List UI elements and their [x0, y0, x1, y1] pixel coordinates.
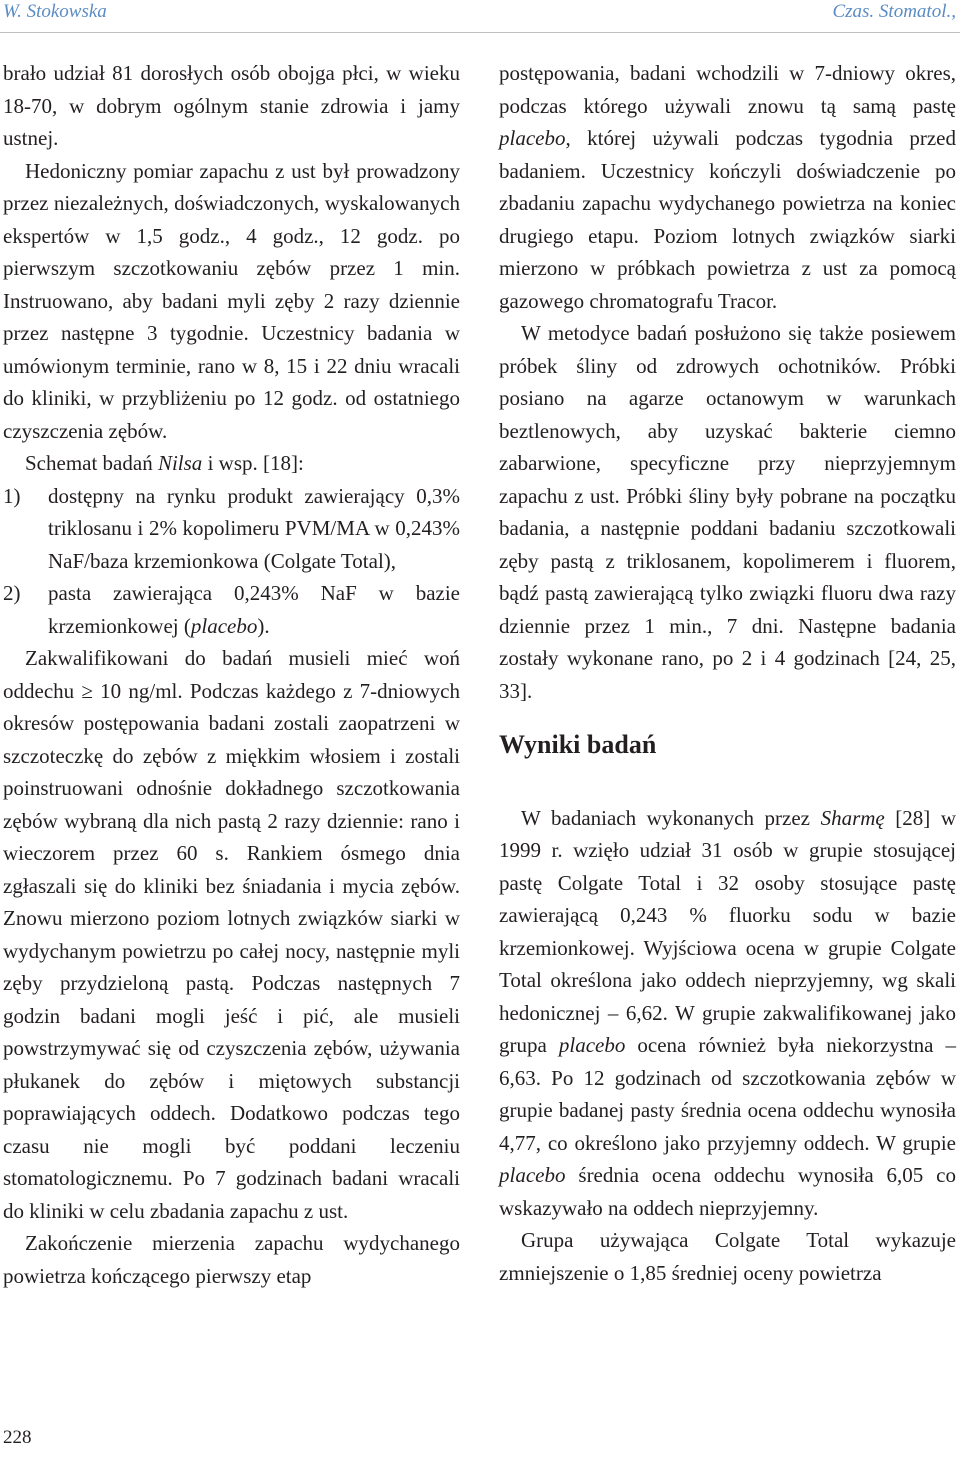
paragraph — [499, 57, 956, 317]
paragraph: brało udział 81 dorosłych osób obojga płci, w wieku 18-70, w dobrym ogólnym stanie zdrowia i jamy ustnej. — [3, 61, 460, 150]
list-text: ). — [257, 613, 270, 638]
list-text: pasta zawierająca 0,243% NaF w bazie krzemionkowej ( — [48, 581, 460, 638]
italic-term: placebo — [558, 1033, 626, 1057]
list-item — [3, 577, 460, 642]
running-header — [0, 0, 960, 26]
paragraph: Grupa używająca Colgate Total wykazuje zmniejszenie o 1,85 średniej oceny powietrza — [499, 1228, 956, 1285]
list-number: 1) — [3, 483, 21, 508]
text-span: ocena również była niekorzystna – 6,63. Po 12 godzinach od szczotkowania zębów w grupie badanej pasty średnia ocena oddechu wynosiła 4,77, co określono jako przyjemny oddech. W grupie — [499, 1033, 957, 1155]
italic-term: placebo — [499, 1163, 566, 1187]
author-name: Sharmę — [820, 805, 885, 830]
header-rule — [0, 32, 960, 33]
text-span: Schemat badań — [25, 451, 153, 475]
text-span: W badaniach wykonanych przez — [521, 805, 810, 830]
list-item — [3, 480, 460, 578]
text-span: [28] w 1999 r. wzięło udział 31 osób w grupie stosującej pastę Colgate Total i 32 osoby stosujące pastę zawierającą 0,243 % fluorku sodu w bazie krzemionkowej. Wyjściowa ocena w grupie Colgate Total określona jako oddech nieprzyjemny, wg skali hedonicznej – 6,62. W grupie zakwalifikowanej jako grupa — [499, 805, 957, 1057]
page-number: 228 — [3, 1427, 32, 1448]
text-span: średnia ocena oddechu wynosiła 6,05 co wskazywało na oddech nieprzyjemny. — [499, 1163, 957, 1220]
italic-term: placebo — [499, 126, 566, 150]
text-span: i wsp. [18]: — [207, 451, 304, 475]
right-column — [499, 57, 956, 1289]
author-name: Nilsa — [157, 451, 203, 475]
text-span: postępowania, badani wchodzili w 7-dniowy okres, podczas którego używali znowu tą samą pastę — [499, 61, 956, 118]
paragraph — [499, 802, 956, 1225]
section-heading: Wyniki badań — [499, 730, 657, 759]
paragraph — [3, 447, 460, 480]
italic-term: placebo — [190, 613, 258, 638]
text-span: , której używali podczas tygodnia przed badaniem. Uczestnicy kończyli doświadczenie po zbadaniu zapachu wydychanego powietrza na koniec drugiego etapu. Poziom lotnych związków siarki mierzono w próbkach powietrza z ust za pomocą gazowego chromatografu Tracor. — [499, 126, 956, 313]
list-number: 2) — [3, 581, 21, 605]
paragraph: Zakończenie mierzenia zapachu wydychanego powietrza kończącego pierwszy etap — [3, 1231, 460, 1288]
list-text: dostępny na rynku produkt zawierający 0,3% triklosanu i 2% kopolimeru PVM/MA w 0,243% NaF/baza krzemionkowa (Colgate Total), — [48, 483, 460, 573]
left-column — [3, 57, 460, 1292]
header-author: W. Stokowska — [3, 1, 107, 22]
paragraph: W metodyce badań posłużono się także posiewem próbek śliny od zdrowych ochotników. Próbki posiano na agarze octanowym w warunkach beztlenowych, aby uzyskać bakterie ciemno zabarwione, specyficzne przy nieprzyjemnym zapachu z ust. Próbki śliny były pobrane na początku badania, a następnie poddani badaniu szczotkowali zęby pastą z triklosanem, kopolimerem i fluorem, bądź pastą zawierającą tylko związki fluoru dwa razy dziennie przez 1 min., 7 dni. Następne badania zostały wykonane rano, po 2 i 4 godzinach [24, 25, 33]. — [499, 321, 956, 703]
paragraph: Hedoniczny pomiar zapachu z ust był prowadzony przez niezależnych, doświadczonych, wyskalowanych ekspertów w 1,5 godz., 4 godz., 12 godz. po pierwszym szczotkowaniu zębów przez 1 min. Instruowano, aby badani myli zęby 2 razy dziennie przez następne 3 tygodnie. Uczestnicy badania w umówionym terminie, rano w 8, 15 i 22 dniu wracali do kliniki, w przybliżeniu po 12 godz. od ostatniego czyszczenia zębów. — [3, 158, 460, 443]
header-journal: Czas. Stomatol., — [832, 1, 956, 22]
paragraph: Zakwalifikowani do badań musieli mieć woń oddechu ≥ 10 ng/ml. Podczas każdego z 7-dniowych okresów postępowania badani zostali zaopatrzeni w szczoteczkę do zębów z miękkim włosiem i zostali poinstruowani odnośnie dokładnego szczotkowania zębów wybraną dla nich pastą 2 razy dziennie: rano i wieczorem przez 60 s. Rankiem ósmego dnia zgłaszali się do kliniki bez śniadania i mycia zębów. Znowu mierzono poziom lotnych związków siarki w wydychanym powietrzu po całej nocy, następnie myli zęby przydzieloną pastą. Podczas następnych 7 godzin badani mogli jeść i pić, ale musieli powstrzymywać się od czyszczenia zębów, używania płukanek do zębów i miętowych substancji poprawiających oddech. Dodatkowo podczas tego czasu nie mogli być poddani leczeniu stomatologicznemu. Po 7 godzinach badani wracali do kliniki w celu zbadania zapachu z ust. — [3, 646, 460, 1223]
